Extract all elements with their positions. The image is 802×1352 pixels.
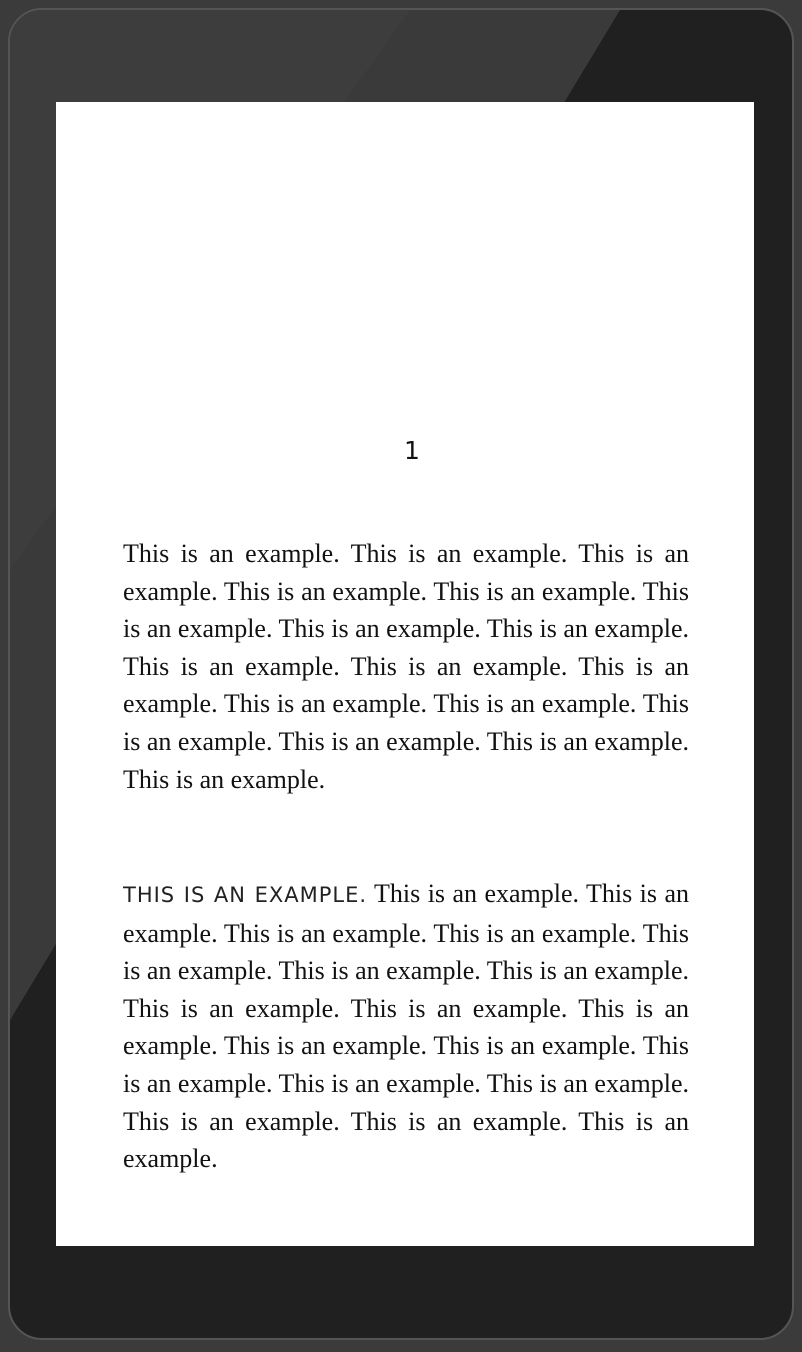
paragraph-2-lead: THIS IS AN EXAMPLE. [123,883,368,907]
paragraph-2-body: This is an example. This is an example. This is an example. This is an example. This is an example. This is an example. This is an example. This is an example. This is an example. This is an example. This is an example. This is an example. This is an example. This is an example. This is an example. This is an example. This is an example. This is an example. [123,879,689,1174]
paragraph-2 [123,875,689,1246]
reading-screen[interactable] [56,102,754,1246]
paragraph-1: This is an example. This is an example. This is an example. This is an example. This is an example. This is an example. This is an example. This is an example. This is an example. This is an example. This is an example. This is an example. This is an example. This is an example. This is an example. This is an example. This is an example. [123,539,689,794]
page-number: 1 [404,436,420,465]
